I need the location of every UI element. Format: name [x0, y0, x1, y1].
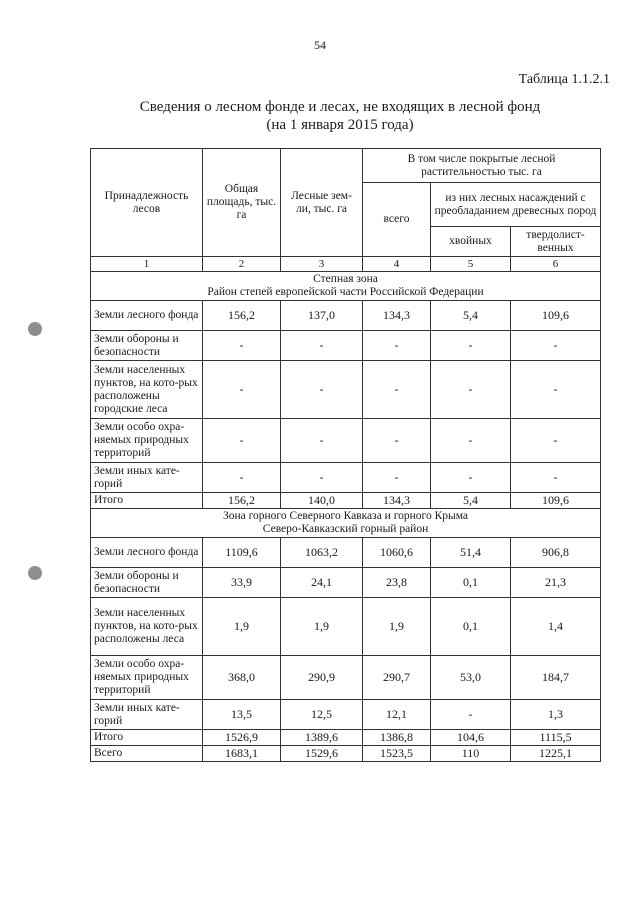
cell-hardwood: -	[511, 331, 601, 361]
cell-forest-lands: 137,0	[281, 301, 363, 331]
header-total-area: Общая площадь, тыс. га	[203, 149, 281, 257]
cell-forest-lands: -	[281, 419, 363, 463]
cell-total-area: 156,2	[203, 301, 281, 331]
binder-hole-top	[28, 322, 42, 336]
table-row-subtotal	[91, 493, 601, 509]
table-row	[91, 361, 601, 419]
header-all: всего	[363, 183, 431, 257]
cell-all: 134,3	[363, 493, 431, 509]
cell-hardwood: 109,6	[511, 493, 601, 509]
column-number: 3	[281, 257, 363, 272]
cell-all: 1,9	[363, 598, 431, 656]
cell-all: -	[363, 331, 431, 361]
cell-forest-lands: 1529,6	[281, 746, 363, 762]
cell-forest-lands: 140,0	[281, 493, 363, 509]
header-coniferous: хвойных	[431, 227, 511, 257]
cell-forest-lands: -	[281, 463, 363, 493]
cell-forest-lands: 24,1	[281, 568, 363, 598]
cell-all: 1060,6	[363, 538, 431, 568]
row-label: Земли особо охра-няемых природных территорий	[91, 656, 203, 700]
column-number: 5	[431, 257, 511, 272]
header-forest-lands: Лесные зем-ли, тыс. га	[281, 149, 363, 257]
cell-coniferous: 5,4	[431, 301, 511, 331]
row-label: Земли иных кате-горий	[91, 700, 203, 730]
table-row	[91, 419, 601, 463]
row-label: Земли иных кате-горий	[91, 463, 203, 493]
column-number: 6	[511, 257, 601, 272]
header-ownership: Принадлежность лесов	[91, 149, 203, 257]
cell-coniferous: 104,6	[431, 730, 511, 746]
zone-name: Степная зона	[313, 273, 378, 285]
cell-total-area: 13,5	[203, 700, 281, 730]
cell-total-area: -	[203, 419, 281, 463]
section-1-heading	[91, 272, 601, 301]
cell-forest-lands: -	[281, 361, 363, 419]
cell-total-area: 368,0	[203, 656, 281, 700]
table-row	[91, 538, 601, 568]
cell-total-area: -	[203, 463, 281, 493]
cell-all: 290,7	[363, 656, 431, 700]
cell-total-area: 33,9	[203, 568, 281, 598]
cell-hardwood: -	[511, 419, 601, 463]
cell-all: -	[363, 419, 431, 463]
column-numbers-row	[91, 257, 601, 272]
cell-hardwood: 1115,5	[511, 730, 601, 746]
cell-coniferous: -	[431, 700, 511, 730]
cell-total-area: -	[203, 361, 281, 419]
cell-coniferous: 0,1	[431, 598, 511, 656]
region-name: Северо-Кавказский горный район	[262, 523, 429, 535]
cell-coniferous: 110	[431, 746, 511, 762]
table-row	[91, 656, 601, 700]
zone-name: Зона горного Северного Кавказа и горного Крыма	[222, 510, 469, 522]
cell-total-area: 1,9	[203, 598, 281, 656]
table-row	[91, 598, 601, 656]
row-label: Земли населенных пунктов, на кото-рых расположены городские леса	[91, 361, 203, 419]
title-line-1: Сведения о лесном фонде и лесах, не входящих в лесной фонд	[139, 99, 541, 115]
section-2-heading	[91, 509, 601, 538]
page-number: 54	[314, 38, 326, 52]
column-number: 2	[203, 257, 281, 272]
cell-forest-lands: 12,5	[281, 700, 363, 730]
header-covered: В том числе покрытые лесной растительностью тыс. га	[363, 149, 601, 183]
cell-all: 1523,5	[363, 746, 431, 762]
cell-hardwood: 184,7	[511, 656, 601, 700]
cell-hardwood: 1225,1	[511, 746, 601, 762]
row-label: Земли обороны и безопасности	[91, 568, 203, 598]
cell-hardwood: 1,4	[511, 598, 601, 656]
cell-hardwood: 21,3	[511, 568, 601, 598]
cell-total-area: 156,2	[203, 493, 281, 509]
column-number: 1	[91, 257, 203, 272]
cell-hardwood: -	[511, 463, 601, 493]
cell-forest-lands: 1063,2	[281, 538, 363, 568]
cell-all: 1386,8	[363, 730, 431, 746]
row-label: Всего	[91, 746, 203, 762]
cell-coniferous: -	[431, 419, 511, 463]
cell-all: -	[363, 463, 431, 493]
table-row	[91, 700, 601, 730]
table-label: Таблица 1.1.2.1	[518, 72, 610, 87]
cell-total-area: -	[203, 331, 281, 361]
cell-forest-lands: 1,9	[281, 598, 363, 656]
table-row-subtotal	[91, 730, 601, 746]
cell-coniferous: -	[431, 361, 511, 419]
cell-coniferous: 51,4	[431, 538, 511, 568]
row-label: Земли населенных пунктов, на кото-рых расположены леса	[91, 598, 203, 656]
table-row	[91, 301, 601, 331]
binder-hole-bottom	[28, 566, 42, 580]
table-row	[91, 568, 601, 598]
row-label: Итого	[91, 730, 203, 746]
column-number: 4	[363, 257, 431, 272]
header-dominance: из них лесных насаждений с преобладанием древесных пород	[431, 183, 601, 227]
cell-all: 23,8	[363, 568, 431, 598]
row-label: Земли обороны и безопасности	[91, 331, 203, 361]
cell-total-area: 1109,6	[203, 538, 281, 568]
cell-coniferous: -	[431, 463, 511, 493]
row-label: Земли лесного фонда	[91, 538, 203, 568]
row-label: Итого	[91, 493, 203, 509]
cell-coniferous: 53,0	[431, 656, 511, 700]
cell-hardwood: 1,3	[511, 700, 601, 730]
table-row-grand-total	[91, 746, 601, 762]
cell-forest-lands: 290,9	[281, 656, 363, 700]
cell-all: -	[363, 361, 431, 419]
cell-hardwood: -	[511, 361, 601, 419]
title-line-2: (на 1 января 2015 года)	[266, 117, 414, 133]
header-hardwood: твердолист-венных	[511, 227, 601, 257]
region-name: Район степей европейской части Российской Федерации	[207, 286, 484, 298]
cell-hardwood: 109,6	[511, 301, 601, 331]
cell-all: 12,1	[363, 700, 431, 730]
cell-coniferous: 0,1	[431, 568, 511, 598]
cell-forest-lands: 1389,6	[281, 730, 363, 746]
cell-coniferous: 5,4	[431, 493, 511, 509]
table-row	[91, 463, 601, 493]
cell-forest-lands: -	[281, 331, 363, 361]
cell-all: 134,3	[363, 301, 431, 331]
cell-hardwood: 906,8	[511, 538, 601, 568]
cell-coniferous: -	[431, 331, 511, 361]
row-label: Земли лесного фонда	[91, 301, 203, 331]
forest-fund-table	[90, 148, 601, 762]
cell-total-area: 1683,1	[203, 746, 281, 762]
document-title	[60, 98, 620, 134]
row-label: Земли особо охра-няемых природных территорий	[91, 419, 203, 463]
cell-total-area: 1526,9	[203, 730, 281, 746]
table-row	[91, 331, 601, 361]
